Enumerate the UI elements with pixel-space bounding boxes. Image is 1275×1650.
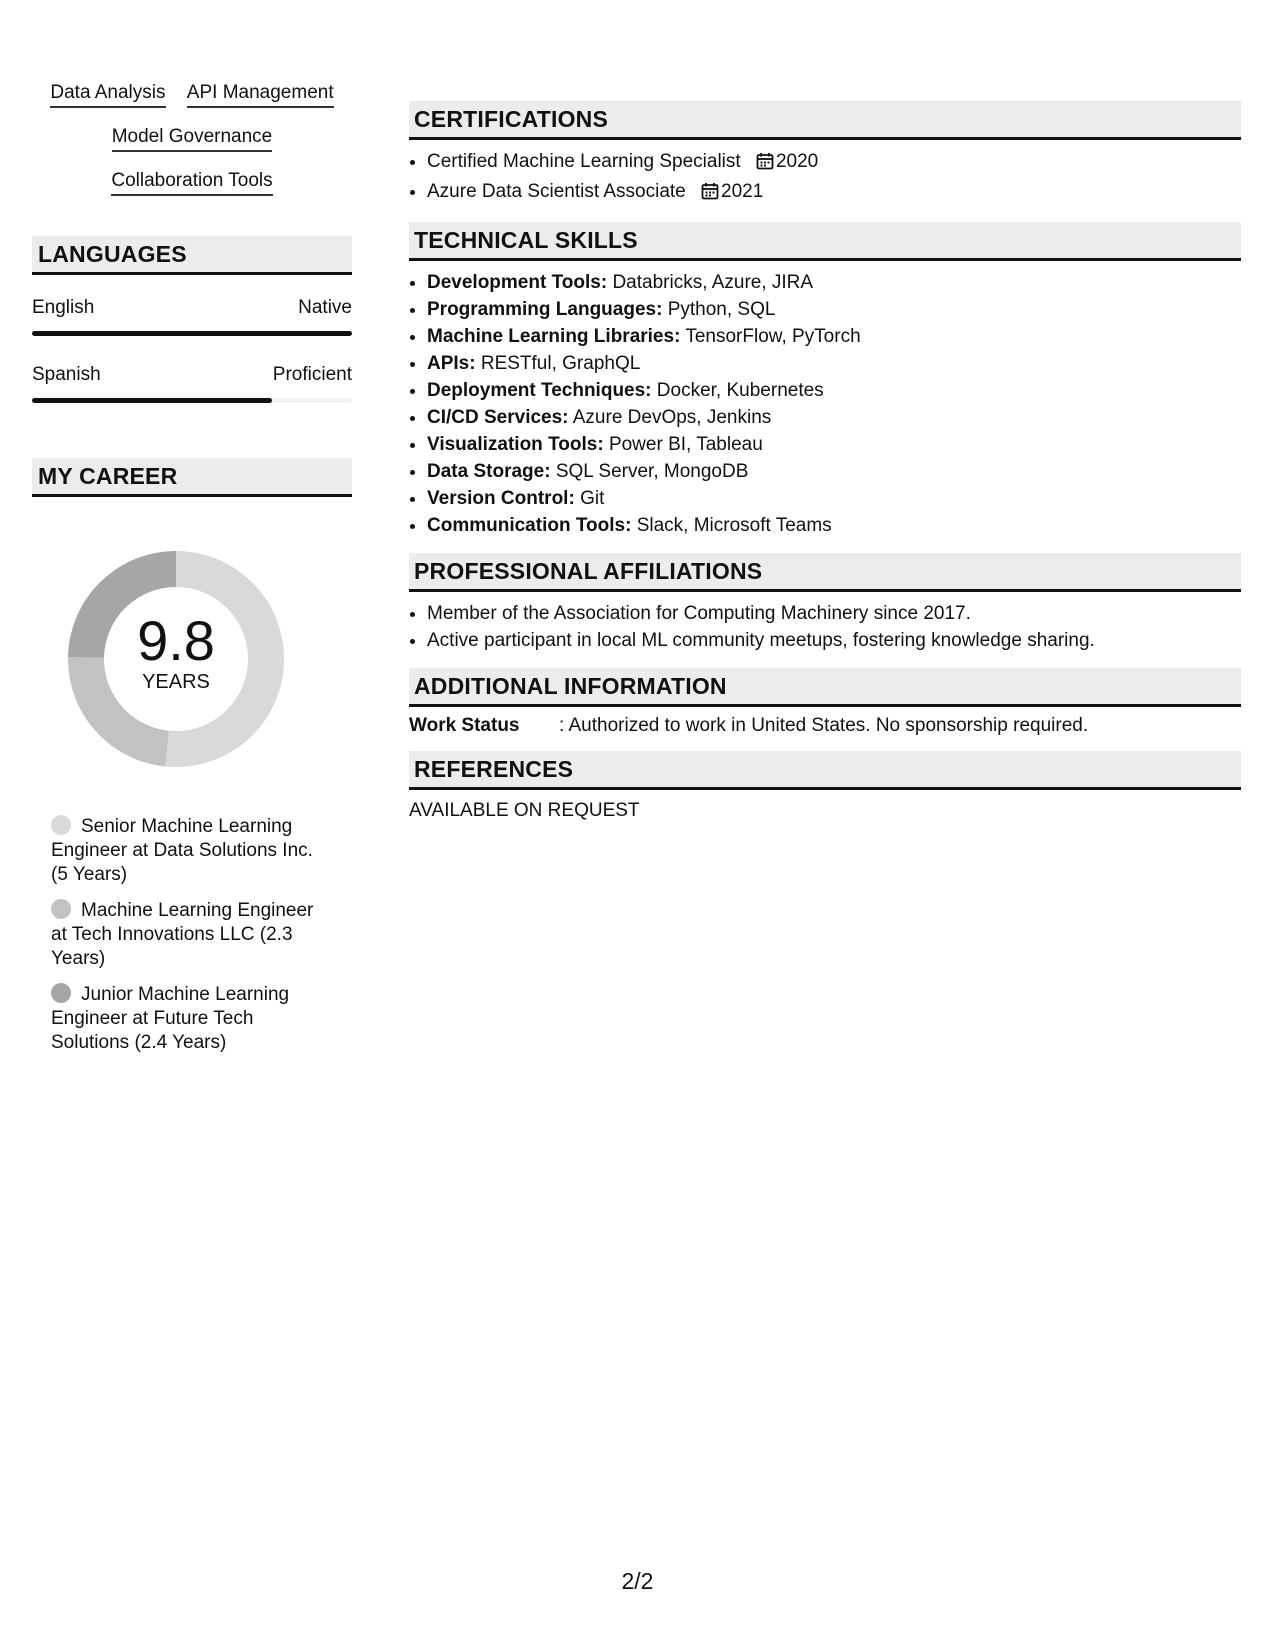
skill-values: TensorFlow, PyTorch bbox=[685, 326, 861, 347]
work-status-row bbox=[409, 715, 1241, 737]
language-proficiency-fill bbox=[32, 331, 352, 336]
skill-category: Visualization Tools: bbox=[427, 434, 604, 455]
affiliation-item: • Active participant in local ML community meetups, fostering knowledge sharing. bbox=[427, 627, 1241, 654]
work-status-value: : Authorized to work in United States. No sponsorship required. bbox=[559, 715, 1089, 736]
certification-name: Certified Machine Learning Specialist bbox=[427, 151, 741, 172]
legend-dot-icon bbox=[51, 983, 71, 1003]
skill-values: Databricks, Azure, JIRA bbox=[612, 272, 814, 293]
work-status-label: Work Status bbox=[409, 715, 520, 736]
technical-skill-item bbox=[427, 404, 1241, 431]
skill-category: Machine Learning Libraries: bbox=[427, 326, 681, 347]
affiliations-list bbox=[409, 600, 1241, 654]
certification-item bbox=[427, 148, 1241, 178]
languages-heading: LANGUAGES bbox=[32, 236, 352, 275]
language-name: Spanish bbox=[32, 364, 101, 385]
languages-list bbox=[32, 297, 352, 403]
affiliations-heading: PROFESSIONAL AFFILIATIONS bbox=[409, 553, 1241, 592]
left-column bbox=[32, 82, 352, 1067]
certification-name: Azure Data Scientist Associate bbox=[427, 181, 686, 202]
career-total-unit: YEARS bbox=[142, 671, 210, 693]
references-section bbox=[409, 751, 1241, 822]
technical-skill-item bbox=[427, 485, 1241, 512]
references-text: AVAILABLE ON REQUEST bbox=[409, 800, 640, 821]
language-name: English bbox=[32, 297, 95, 318]
technical-skills-list bbox=[409, 269, 1241, 539]
skill-category: Programming Languages: bbox=[427, 299, 663, 320]
references-heading: REFERENCES bbox=[409, 751, 1241, 790]
skills-tags bbox=[32, 82, 352, 196]
language-level: Proficient bbox=[272, 364, 352, 385]
career-legend bbox=[51, 815, 321, 1055]
legend-dot-icon bbox=[51, 899, 71, 919]
skill-values: Slack, Microsoft Teams bbox=[636, 515, 832, 536]
career-legend-item bbox=[51, 815, 321, 887]
skill-values: Docker, Kubernetes bbox=[656, 380, 824, 401]
career-legend-item bbox=[51, 983, 321, 1055]
technical-skill-item bbox=[427, 269, 1241, 296]
technical-skill-item bbox=[427, 431, 1241, 458]
technical-skill-item bbox=[427, 323, 1241, 350]
skill-values: RESTful, GraphQL bbox=[480, 353, 641, 374]
technical-skills-heading: TECHNICAL SKILLS bbox=[409, 222, 1241, 261]
career-legend-label: Junior Machine Learning Engineer at Future Tech Solutions (2.4 Years) bbox=[51, 984, 290, 1053]
technical-skill-item bbox=[427, 350, 1241, 377]
affiliations-section bbox=[409, 553, 1241, 654]
certification-year: 2020 bbox=[775, 151, 819, 172]
technical-skill-item bbox=[427, 377, 1241, 404]
certifications-section bbox=[409, 101, 1241, 208]
skill-values: Python, SQL bbox=[667, 299, 776, 320]
skill-category: CI/CD Services: bbox=[427, 407, 569, 428]
career-heading: MY CAREER bbox=[32, 458, 352, 497]
skill-values: Power BI, Tableau bbox=[608, 434, 763, 455]
skill-category: Communication Tools: bbox=[427, 515, 632, 536]
skill-tag: Model Governance bbox=[112, 126, 273, 152]
page-number: 2/2 bbox=[621, 1568, 654, 1594]
skill-category: Deployment Techniques: bbox=[427, 380, 652, 401]
skill-values: Git bbox=[580, 488, 605, 509]
language-proficiency-fill bbox=[32, 398, 272, 403]
skill-category: APIs: bbox=[427, 353, 476, 374]
calendar-icon bbox=[701, 181, 719, 208]
skill-category: Development Tools: bbox=[427, 272, 608, 293]
language-proficiency-bar bbox=[32, 331, 352, 336]
additional-info-section bbox=[409, 668, 1241, 737]
affiliation-item: • Member of the Association for Computing Machinery since 2017. bbox=[427, 600, 1241, 627]
certifications-heading: CERTIFICATIONS bbox=[409, 101, 1241, 140]
language-item bbox=[32, 297, 352, 336]
language-proficiency-bar bbox=[32, 398, 352, 403]
technical-skill-item bbox=[427, 458, 1241, 485]
skill-category: Data Storage: bbox=[427, 461, 551, 482]
career-legend-item bbox=[51, 899, 321, 971]
legend-dot-icon bbox=[51, 815, 71, 835]
language-item bbox=[32, 364, 352, 403]
calendar-icon bbox=[756, 151, 774, 178]
additional-info-heading: ADDITIONAL INFORMATION bbox=[409, 668, 1241, 707]
right-column bbox=[409, 101, 1241, 836]
skill-values: Azure DevOps, Jenkins bbox=[572, 407, 772, 428]
technical-skill-item bbox=[427, 512, 1241, 539]
technical-skill-item bbox=[427, 296, 1241, 323]
career-donut-chart bbox=[56, 539, 296, 779]
skill-values: SQL Server, MongoDB bbox=[555, 461, 749, 482]
certification-year: 2021 bbox=[721, 181, 764, 202]
skill-tag: Collaboration Tools bbox=[111, 170, 272, 196]
career-legend-label: Senior Machine Learning Engineer at Data Solutions Inc. (5 Years) bbox=[51, 816, 313, 885]
career-total-years: 9.8 bbox=[137, 609, 215, 672]
career-legend-label: Machine Learning Engineer at Tech Innovations LLC (2.3 Years) bbox=[51, 900, 314, 969]
skill-tag: Data Analysis bbox=[50, 82, 165, 108]
technical-skills-section bbox=[409, 222, 1241, 539]
certification-item bbox=[427, 178, 1241, 208]
language-level: Native bbox=[298, 297, 352, 318]
skill-tag: API Management bbox=[187, 82, 334, 108]
skill-category: Version Control: bbox=[427, 488, 575, 509]
certifications-list bbox=[409, 148, 1241, 208]
